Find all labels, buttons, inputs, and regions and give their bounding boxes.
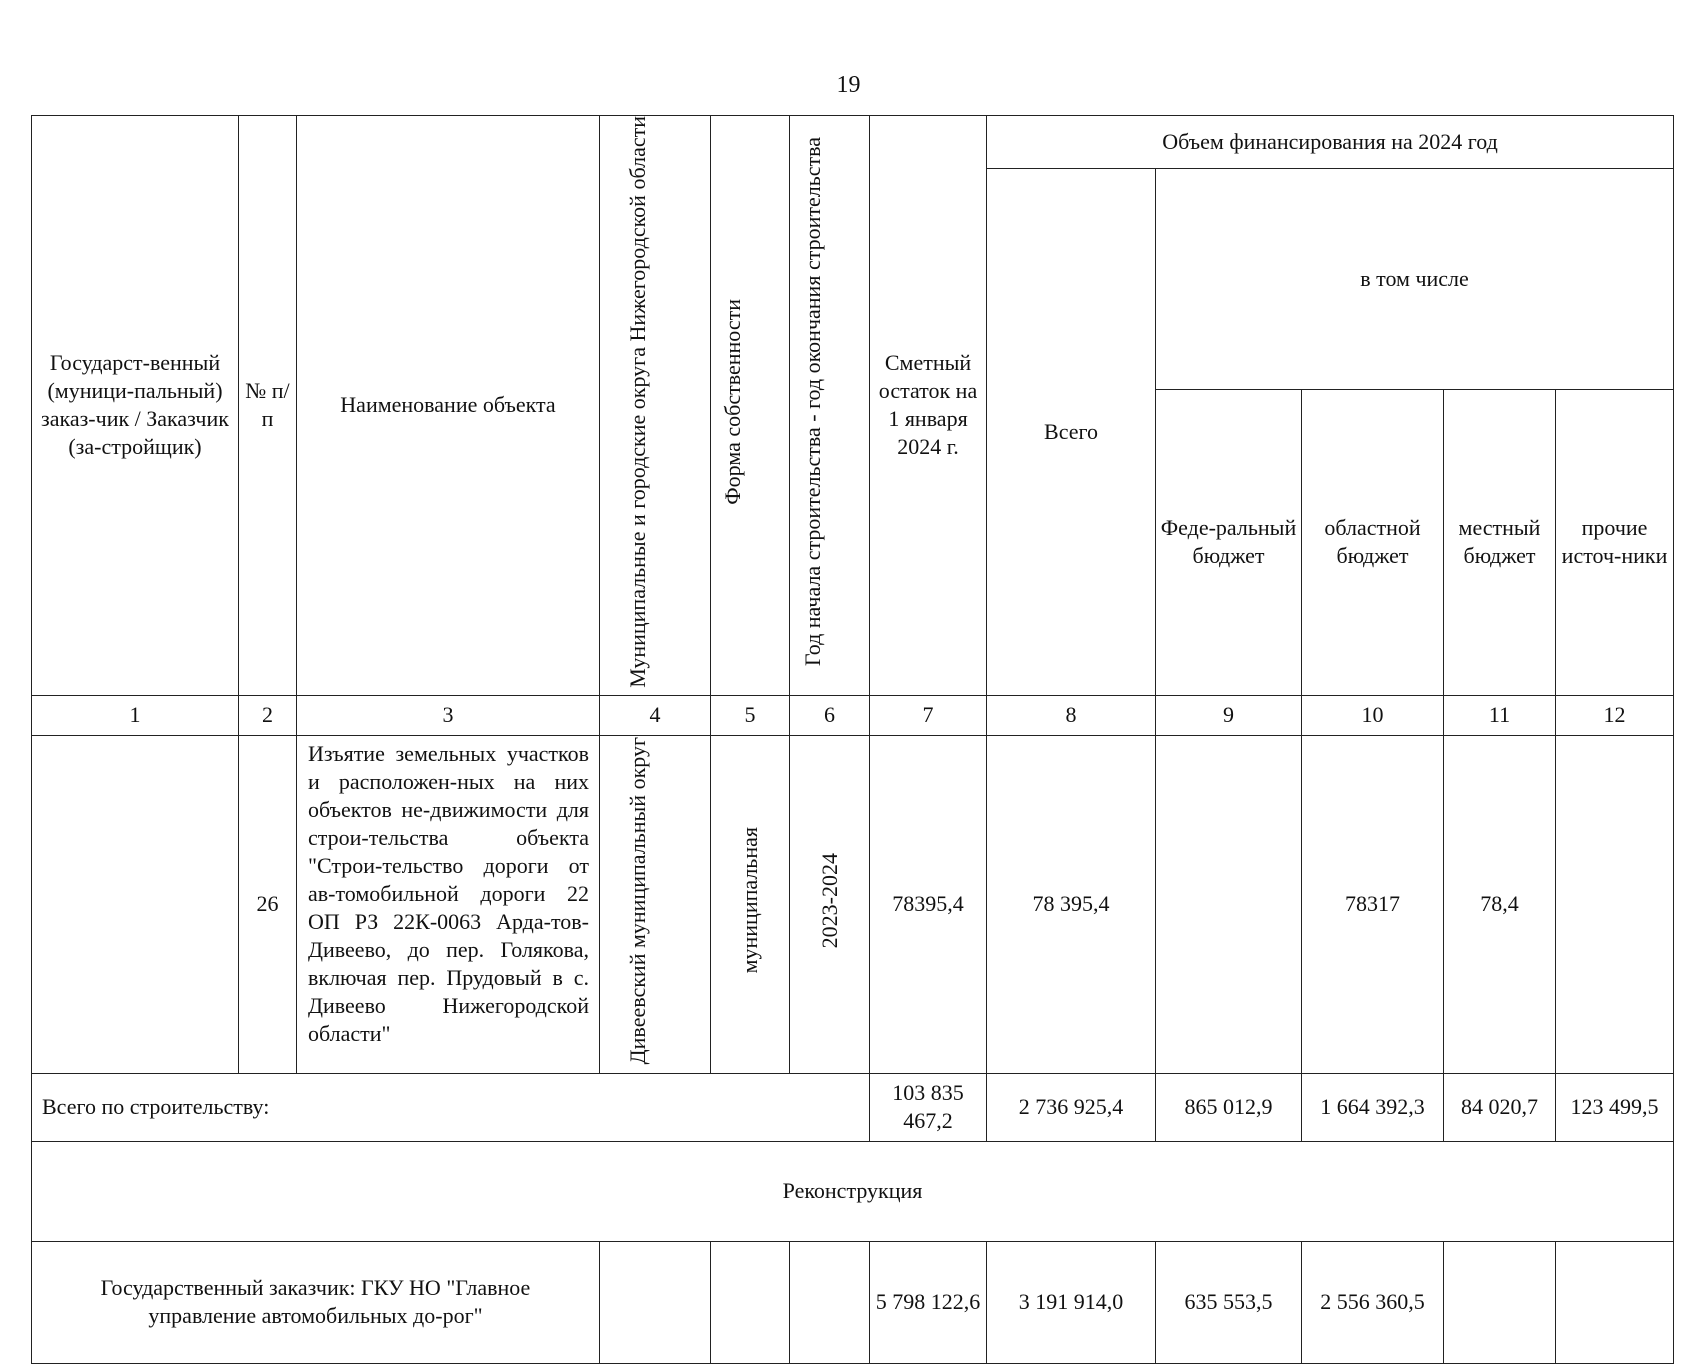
header-funding: Объем финансирования на 2024 год: [987, 116, 1674, 169]
row-estimate: 78395,4: [870, 735, 987, 1073]
header-ownership: Форма собственности: [720, 298, 745, 505]
column-number: 10: [1302, 695, 1444, 735]
row-object-name: Изъятие земельных участков и расположен-ных на них объектов не-движимости для строи-тельства объекта "Строи-тельство дороги от ав-томобильной дороги 22 ОП РЗ 22К-0063 Арда-тов-Дивеево, до пер. Голякова, включая пер. Прудовый в с. Дивеево Нижегородской области": [297, 735, 600, 1073]
empty-cell: [711, 1241, 790, 1363]
header-including: в том числе: [1156, 169, 1674, 390]
gov-regional: 2 556 360,5: [1302, 1241, 1444, 1363]
row-regional: 78317: [1302, 735, 1444, 1073]
total-other: 123 499,5: [1556, 1073, 1674, 1141]
row-municipal-cell: [600, 735, 711, 1073]
header-num: № п/п: [239, 116, 297, 696]
header-estimate: Сметный остаток на 1 января 2024 г.: [870, 116, 987, 696]
empty-cell: [790, 1241, 870, 1363]
total-estimate: 103 835 467,2: [870, 1073, 987, 1141]
gov-local: [1444, 1241, 1556, 1363]
total-federal: 865 012,9: [1156, 1073, 1302, 1141]
row-years: 2023-2024: [816, 853, 842, 949]
header-total: Всего: [987, 169, 1156, 696]
row-total: 78 395,4: [987, 735, 1156, 1073]
header-ownership-cell: [711, 116, 790, 696]
column-number: 9: [1156, 695, 1302, 735]
header-customer: Государст-венный (муници-пальный) заказ-чик / Заказчик (за-стройщик): [32, 116, 239, 696]
table-row: [32, 1073, 1674, 1141]
total-total: 2 736 925,4: [987, 1073, 1156, 1141]
section-title: Реконструкция: [32, 1141, 1674, 1241]
column-number: 4: [600, 695, 711, 735]
column-number: 7: [870, 695, 987, 735]
row-municipal: Дивеевский муниципальный округ: [625, 737, 650, 1065]
gov-total: 3 191 914,0: [987, 1241, 1156, 1363]
header-years: Год начала строительства - год окончания строительства: [799, 137, 825, 667]
row-ownership-cell: [711, 735, 790, 1073]
column-number: 8: [987, 695, 1156, 735]
column-number: 12: [1556, 695, 1674, 735]
header-object-name: Наименование объекта: [297, 116, 600, 696]
header-municipal-cell: [600, 116, 711, 696]
row-federal: [1156, 735, 1302, 1073]
gov-other: [1556, 1241, 1674, 1363]
page-number: 19: [836, 72, 861, 98]
column-number: 11: [1444, 695, 1556, 735]
total-label: Всего по строительству:: [32, 1073, 870, 1141]
row-other: [1556, 735, 1674, 1073]
header-municipal: Муниципальные и городские округа Нижегородской области: [625, 116, 650, 688]
gov-federal: 635 553,5: [1156, 1241, 1302, 1363]
row-local: 78,4: [1444, 735, 1556, 1073]
header-federal: Феде-ральный бюджет: [1156, 389, 1302, 695]
table-row: [32, 735, 1674, 1073]
header-regional: областной бюджет: [1302, 389, 1444, 695]
row-customer: [32, 735, 239, 1073]
column-number: 3: [297, 695, 600, 735]
table-row: [32, 1241, 1674, 1363]
total-local: 84 020,7: [1444, 1073, 1556, 1141]
total-regional: 1 664 392,3: [1302, 1073, 1444, 1141]
column-number: 2: [239, 695, 297, 735]
column-number: 6: [790, 695, 870, 735]
header-years-cell: [790, 116, 870, 696]
header-other: прочие источ-ники: [1556, 389, 1674, 695]
gov-customer-label: Государственный заказчик: ГКУ НО "Главное управление автомобильных до-рог": [32, 1241, 600, 1363]
financing-table: [31, 115, 1674, 1364]
row-num: 26: [239, 735, 297, 1073]
column-number: 5: [711, 695, 790, 735]
header-local: местный бюджет: [1444, 389, 1556, 695]
column-number: 1: [32, 695, 239, 735]
gov-estimate: 5 798 122,6: [870, 1241, 987, 1363]
row-ownership: муниципальная: [737, 827, 762, 974]
section-row: [32, 1141, 1674, 1241]
row-years-cell: [790, 735, 870, 1073]
empty-cell: [600, 1241, 711, 1363]
